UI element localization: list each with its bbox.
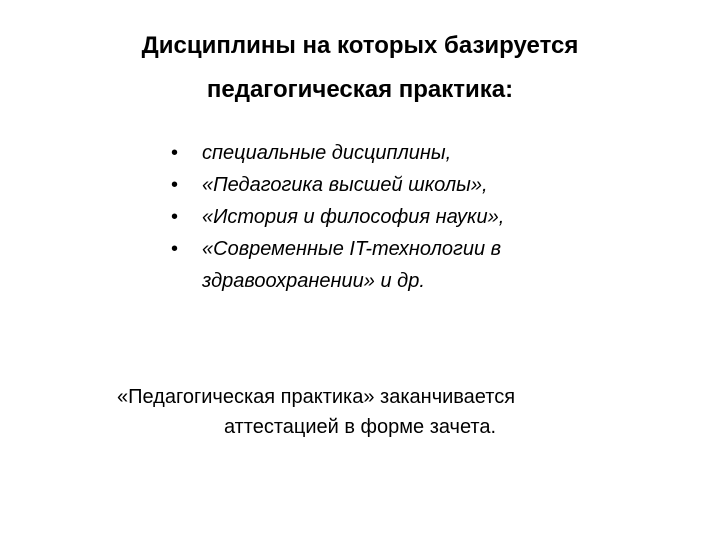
- list-item: [171, 201, 611, 233]
- list-item-text: специальные дисциплины,: [202, 142, 452, 164]
- slide-title-line-1: Дисциплины на которых базируется: [141, 32, 579, 59]
- conclusion-line-1: «Педагогическая практика» заканчивается: [117, 386, 516, 408]
- conclusion-line-2: аттестацией в форме зачета.: [223, 416, 497, 438]
- list-item-text: «История и философия науки»,: [202, 206, 505, 228]
- bullet-icon: •: [171, 142, 179, 164]
- bullet-icon: •: [171, 174, 179, 196]
- list-item-text: «Педагогика высшей школы»,: [202, 174, 488, 196]
- list-item-text: «Современные IT-технологии в: [202, 238, 502, 260]
- list-item: [171, 233, 611, 297]
- bullet-icon: •: [171, 238, 179, 260]
- list-item-text-continuation: здравоохранении» и др.: [202, 270, 425, 292]
- slide-title-line-2: педагогическая практика:: [206, 76, 514, 103]
- list-item: [171, 169, 611, 201]
- bullet-icon: •: [171, 206, 179, 228]
- list-item: [171, 137, 611, 169]
- disciplines-list: [171, 137, 611, 297]
